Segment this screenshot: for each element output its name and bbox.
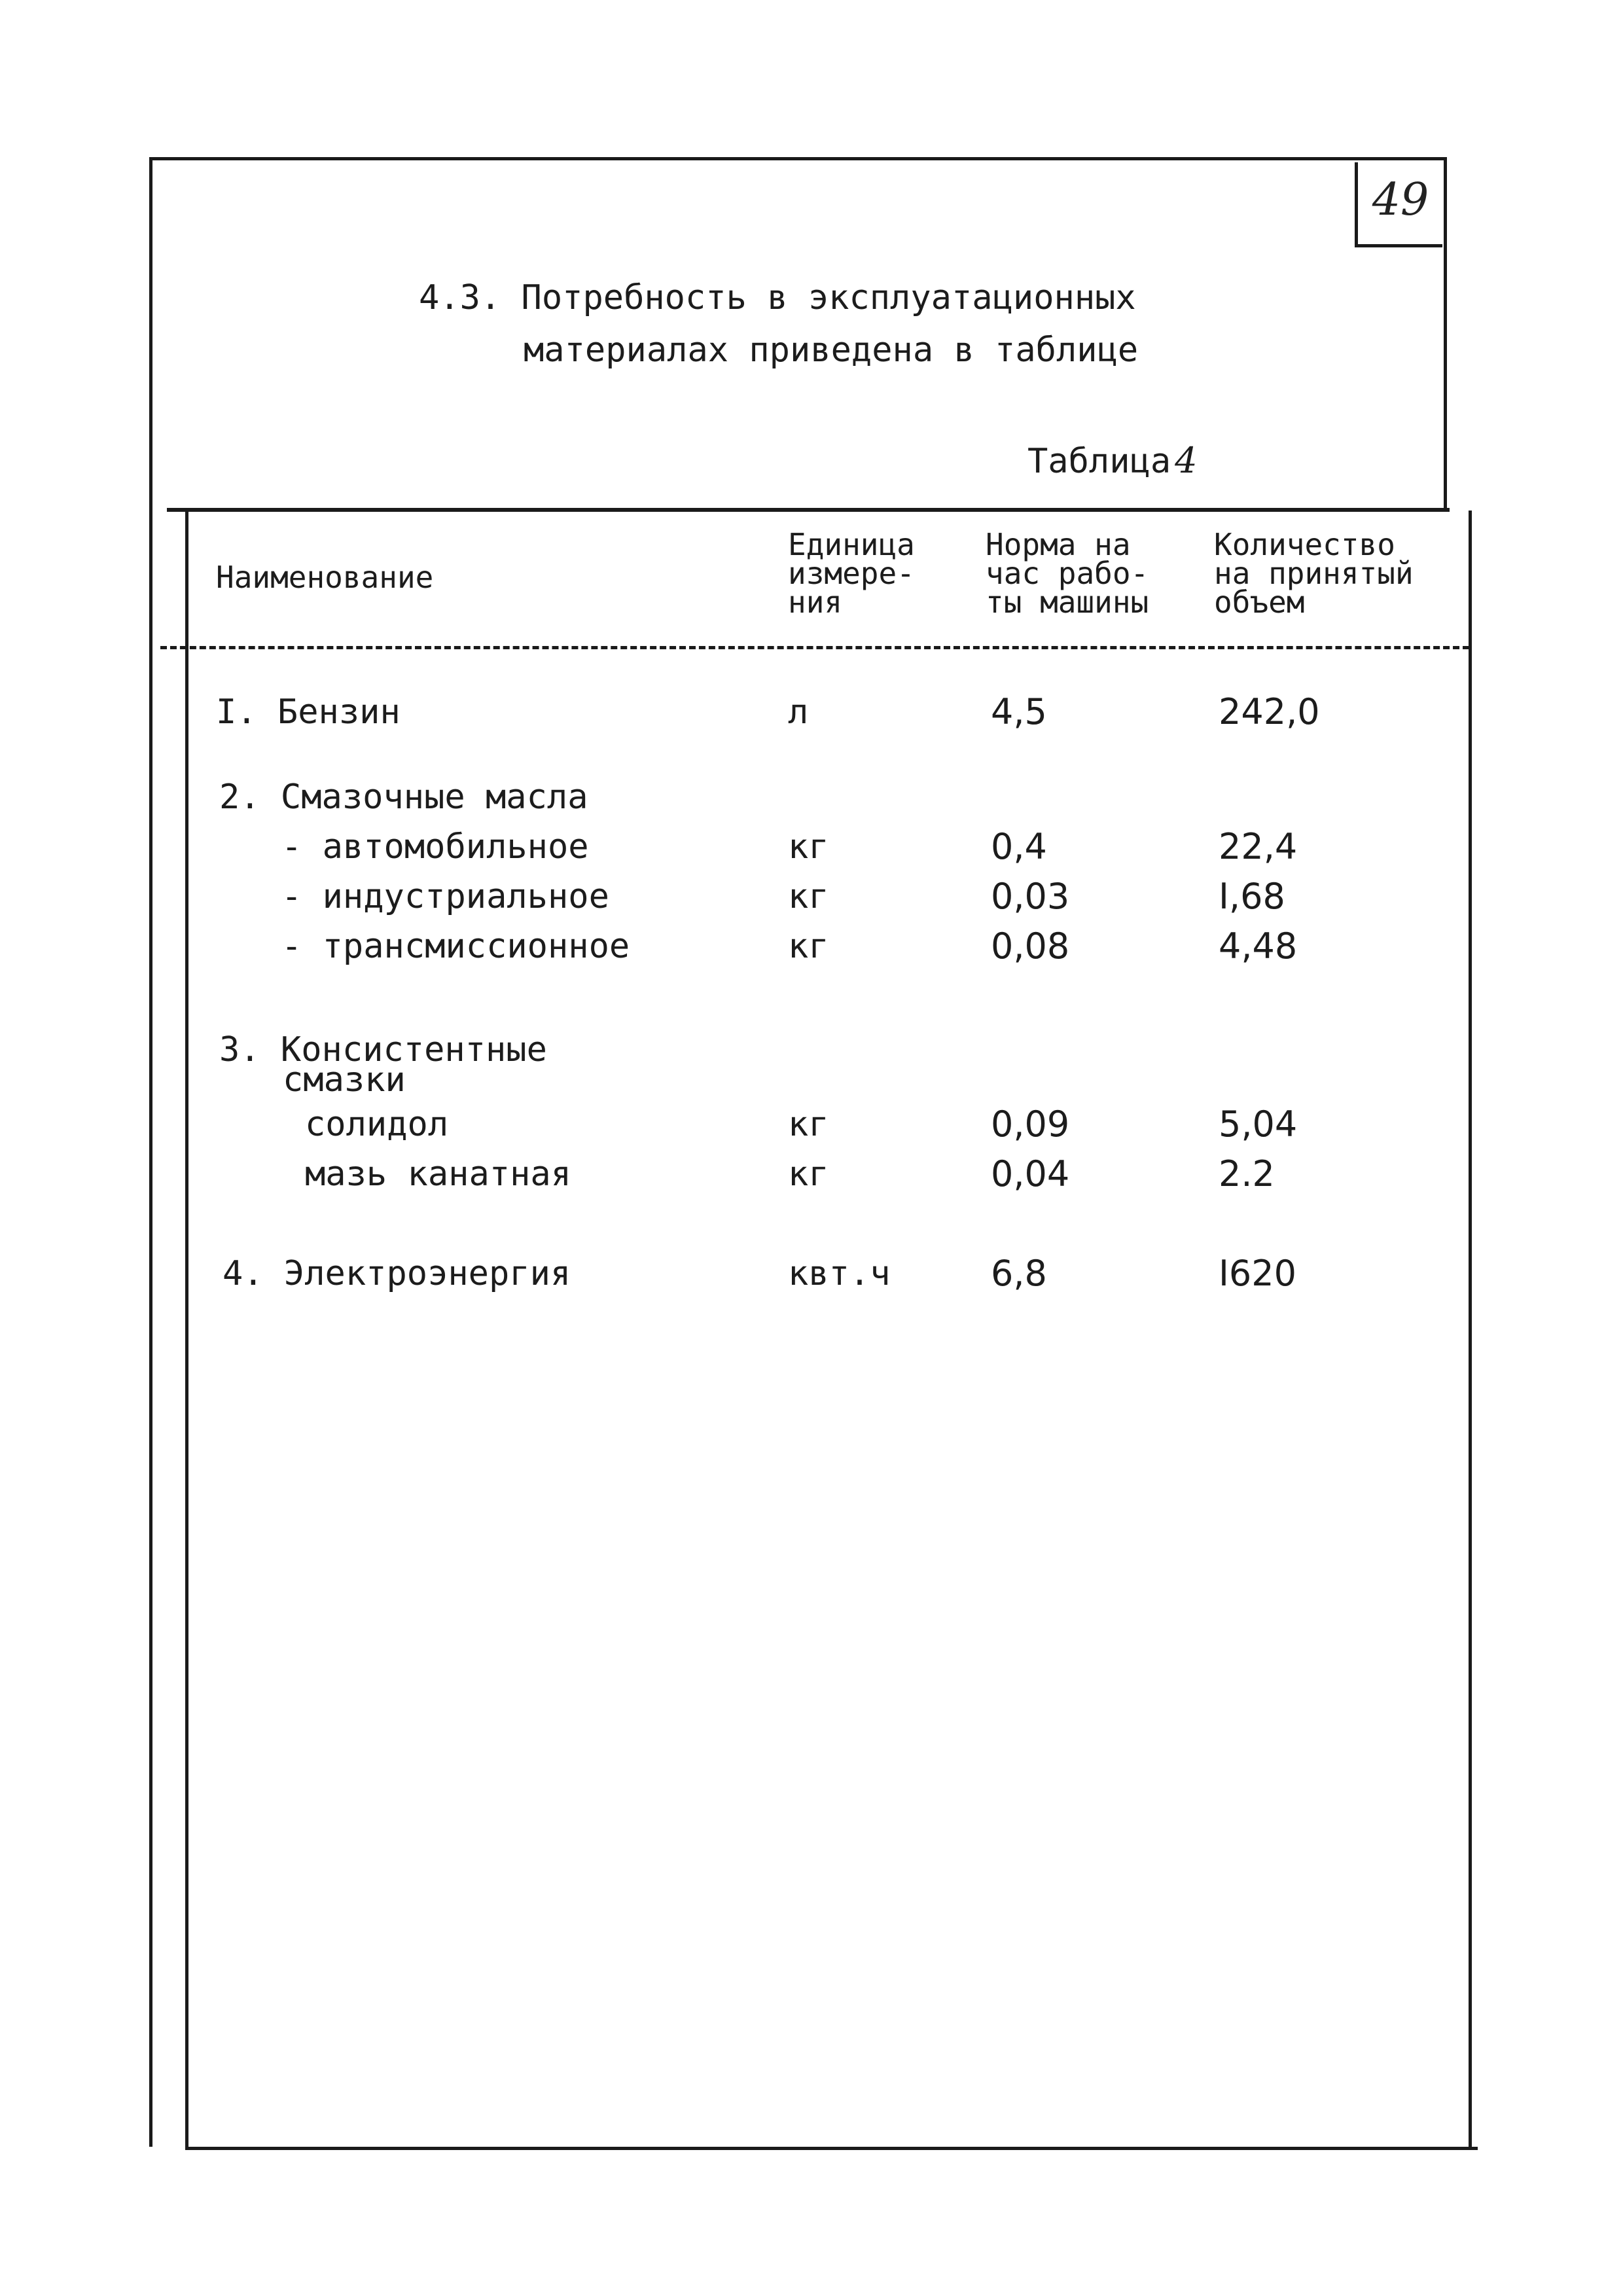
- header-norm-line: Норма на: [986, 527, 1131, 562]
- row-name: - индустриальное: [281, 877, 609, 916]
- row-unit: кг: [788, 827, 829, 867]
- frame-bottom-border: [185, 2147, 1478, 2150]
- header-unit-line: Единица: [788, 527, 915, 562]
- header-norm: [986, 527, 1195, 620]
- row-name: 4. Электроэнергия: [223, 1254, 571, 1293]
- header-unit-line: измере-: [788, 556, 915, 591]
- frame-right-border-lower: [1469, 511, 1472, 2149]
- row-unit: кг: [788, 1155, 829, 1194]
- header-quantity-line: на принятый: [1214, 556, 1414, 591]
- row-quantity: 4,48: [1219, 925, 1298, 967]
- row-quantity: 242,0: [1219, 691, 1320, 732]
- header-unit: [788, 527, 952, 620]
- row-norm: 0,09: [991, 1103, 1070, 1145]
- header-quantity-line: объем: [1214, 584, 1305, 620]
- row-norm: 0,4: [991, 826, 1047, 867]
- page-number: 49: [1372, 174, 1429, 226]
- row-norm: 0,08: [991, 925, 1070, 967]
- row-quantity: I620: [1219, 1253, 1296, 1294]
- row-unit: кг: [788, 877, 829, 916]
- row-name: смазки: [283, 1060, 406, 1100]
- page-number-box: [1355, 162, 1442, 247]
- row-unit: кг: [788, 1105, 829, 1144]
- header-quantity: [1214, 527, 1463, 620]
- row-norm: 6,8: [991, 1253, 1047, 1294]
- row-norm: 0,03: [991, 876, 1070, 917]
- table-caption-label: Таблица: [1027, 442, 1171, 481]
- table-header-rule: [160, 646, 1469, 649]
- row-name: мазь канатная: [305, 1155, 571, 1194]
- header-quantity-line: Количество: [1214, 527, 1395, 562]
- section-heading: [419, 272, 1138, 376]
- table-top-rule: [167, 508, 1450, 512]
- row-name: 2. Смазочные масла: [219, 778, 588, 817]
- row-unit: квт.ч: [788, 1254, 891, 1293]
- table-caption: [1027, 440, 1198, 481]
- heading-line-2: материалах приведена в таблице: [524, 331, 1139, 370]
- table-caption-number: 4: [1175, 440, 1198, 481]
- row-name: I. Бензин: [216, 692, 401, 732]
- row-quantity: 2.2: [1219, 1153, 1275, 1194]
- row-norm: 0,04: [991, 1153, 1070, 1194]
- header-norm-line: час рабо-: [986, 556, 1149, 591]
- header-name: Наименование: [216, 560, 434, 595]
- header-norm-line: ты машины: [986, 584, 1149, 620]
- row-unit: л: [788, 692, 809, 732]
- frame-left-border: [149, 157, 152, 2147]
- row-unit: кг: [788, 927, 829, 966]
- row-quantity: 22,4: [1219, 826, 1298, 867]
- frame-right-border-upper: [1444, 157, 1447, 511]
- row-quantity: I,68: [1219, 876, 1285, 917]
- row-name: солидол: [305, 1105, 449, 1144]
- heading-line-1: 4.3. Потребность в эксплуатационных: [419, 278, 1136, 317]
- row-name: - трансмиссионное: [281, 927, 630, 966]
- row-name: 3. Консистентные: [219, 1030, 547, 1069]
- frame-left-border-lower: [185, 511, 188, 2148]
- frame-top-border: [149, 157, 1445, 160]
- row-norm: 4,5: [991, 691, 1047, 732]
- row-name: - автомобильное: [281, 827, 589, 867]
- header-unit-line: ния: [788, 584, 843, 620]
- row-quantity: 5,04: [1219, 1103, 1298, 1145]
